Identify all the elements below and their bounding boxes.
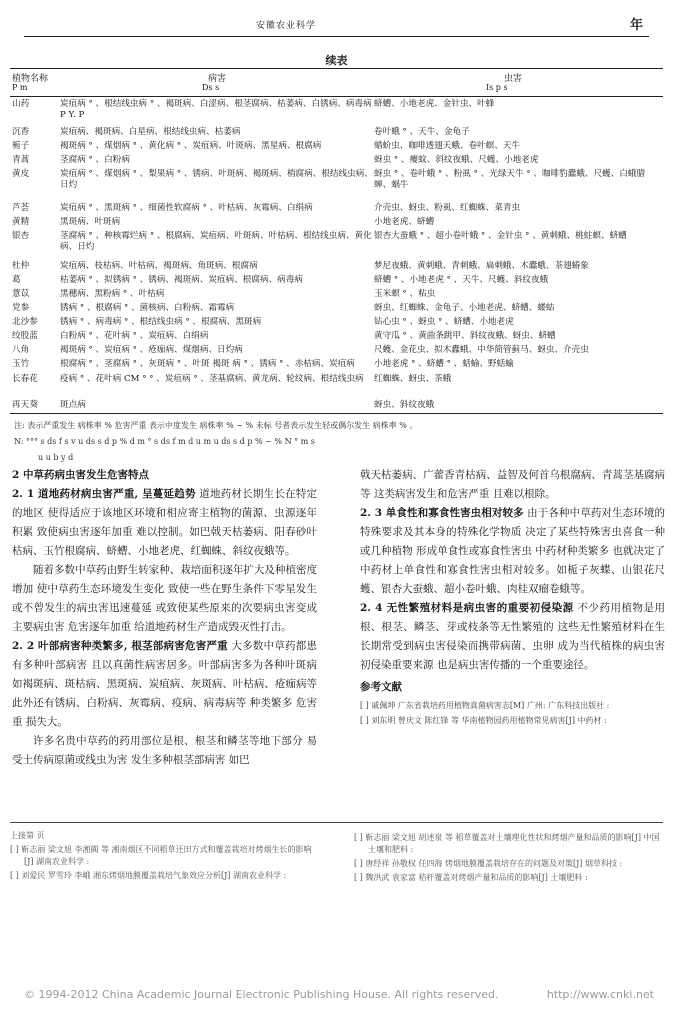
subsection-paragraph <box>12 637 317 732</box>
cell-pest: 小地老虎、蛴螬 <box>374 217 435 227</box>
table-row <box>10 97 663 125</box>
table-row <box>10 201 663 215</box>
cell-pest: 玉米螟 ° 、粘虫 <box>374 289 436 299</box>
cell-disease: 斑点病 <box>60 400 86 410</box>
year-label: 年 <box>629 18 643 33</box>
table-row <box>10 329 663 343</box>
col-header-plant: 植物名称 <box>12 74 49 84</box>
table-row <box>10 229 663 259</box>
reference-item: [ ] 魏洪武 袁家富 秸秆覆盖对烤烟产量和品质的影响[J] 土壤肥料 : <box>354 873 588 882</box>
subsection-paragraph <box>12 485 317 561</box>
cell-plant: 长春花 <box>12 374 38 384</box>
cnki-link[interactable]: http://www.cnki.net <box>546 988 654 1001</box>
cell-pest: 介壳虫、蚜虫、粉虱、红蜘蛛、菜青虫 <box>374 203 521 213</box>
cell-disease: 锈病 ° 、根腐病 ° 、菌核病、白粉病、霜霉病 <box>60 303 235 313</box>
reference-item: [ ] 戚佩坤 广东省栽培药用植物真菌病害志[M] 广州: 广东科技出版社 : <box>360 701 610 710</box>
body-left-column <box>12 466 317 770</box>
table-row <box>10 125 663 139</box>
table-row <box>10 315 663 329</box>
cell-disease: 炭疽病 ° 、煤烟病 ° 、梨果病 ° 、锈病、叶斑病、褐斑病、梢腐病、根结线虫病、日灼 <box>60 169 373 190</box>
references-heading: 参考文献 <box>360 681 402 693</box>
reference-item: [ ] 靳志丽 梁文旭 胡述泉 等 稻草覆盖对土壤理化性状和烤烟产量和品质的影响[J] 中国土壤和肥料 : <box>354 833 660 854</box>
cell-pest: 蛴螬、小地老虎、金针虫、叶蜂 <box>374 99 495 109</box>
cell-plant: 银杏 <box>12 231 30 241</box>
cell-plant: 黄精 <box>12 217 30 227</box>
cell-disease: 炭疽病、枝枯病、叶枯病、褐斑病、角斑病、根腐病 <box>60 261 258 271</box>
page-header <box>24 14 649 34</box>
cell-disease: 黑穗病、黑粉病 ° 、叶枯病 <box>60 289 165 299</box>
continued-from-label: 上接第 页 <box>10 831 45 840</box>
cell-pest: 蚜虫、红蜘蛛、金龟子、小地老虎、蛴螬、蝼蛄 <box>374 303 555 313</box>
body-right-column <box>360 466 665 727</box>
cell-disease: 茎腐病 ° 、白粉病 <box>60 155 130 165</box>
col-header-plant-en: P m <box>12 83 28 92</box>
cell-plant: 青蒿 <box>12 155 30 165</box>
table-row <box>10 343 663 357</box>
cell-plant: 葛 <box>12 275 21 285</box>
table-row <box>10 287 663 301</box>
reference-item: [ ] 唐经祥 孙敬权 任四海 烤烟地膜覆盖栽培存在的问题及对策[J] 烟草科技 : <box>354 859 623 868</box>
col-header-disease-en: Ds s <box>202 83 220 92</box>
cell-pest: 银杏大蚕蛾 ° 、超小卷叶蛾 ° 、金针虫 ° 、黄刺蛾、桃蛀螟、蛴螬 <box>374 231 627 241</box>
cell-plant: 党参 <box>12 303 30 313</box>
cell-pest: 小地老虎 ° 、蛴螬 ° 、蛞蝓、野蛞蝓 <box>374 359 514 369</box>
body-paragraph: 许多名贵中草药的药用部位是根、根茎和鳞茎等地下部分 易受土传病原菌或线虫为害 发生多种根茎部病害 如巴 <box>12 735 317 766</box>
cell-disease: 黑斑病、叶斑病 <box>60 217 121 227</box>
table-note-line: u u b y d <box>38 453 74 462</box>
subsection-text: 2. 2 叶部病害种类繁多, 根茎部病害危害严重 大多数中草药都患有多种叶部病害 且以真菌性病害居多。叶部病害多为各种叶斑病 如褐斑病、斑枯病、黑斑病、炭疽病、灰斑病、叶枯病、疮痂病等 此外还有锈病、白粉病、灰霉病、疫病、病毒病等 种类繁多 危害重 损失大。 <box>12 640 318 728</box>
pest-disease-table <box>10 68 663 414</box>
col-header-disease: 病害 <box>208 74 227 84</box>
table-row <box>10 139 663 153</box>
cell-pest: 梦尼夜蛾、黄刺蛾、青刺蛾、扁刺蛾、木蠹蛾、茶翅蝽象 <box>374 261 589 271</box>
cell-plant: 杜仲 <box>12 261 30 271</box>
table-row <box>10 153 663 167</box>
cell-plant: 芦荟 <box>12 203 30 213</box>
section-heading: 2 中草药病虫害发生危害特点 <box>12 469 149 481</box>
cell-pest: 蚜虫 ° 、卷叶蛾 ° 、粉虱 ° 、光绿天牛 ° 、咖啡豹蠹蛾、尺蠖、白蛾腊蝉、蜗牛 <box>374 169 646 190</box>
cell-plant: 再天葵 <box>12 400 38 410</box>
footnote-rule <box>10 822 663 823</box>
subsection-paragraph <box>360 504 665 599</box>
table-row <box>10 167 663 201</box>
journal-name: 安徽农业科学 <box>256 21 317 31</box>
reference-item: [ ] 靳志丽 梁文旭 李湘阗 等 湘南烟区不同稻草还田方式和覆盖栽培对烤烟生长的影响[J] 湖南农业科学 : <box>10 845 312 866</box>
cell-plant: 黄皮 <box>12 169 30 179</box>
cell-pest: 红蜘蛛、蚜虫、茶蛾 <box>374 374 452 384</box>
subsection-text: 2. 1 道地药材病虫害严重, 呈蔓延趋势 道地药材长期生长在特定的地区 使得适应于该地区环境和相应寄主植物的菌源、虫源逐年积累 致使病虫害逐年加重 难以控制。如巴戟天枯萎病、阳春砂叶枯病、玉竹根腐病、蛴螬、小地老虎、红蜘蛛、斜纹夜蛾等。 <box>12 488 318 557</box>
cell-plant: 北沙参 <box>12 317 38 327</box>
cell-disease: 锈病 ° 、病毒病 ° 、根结线虫病 ° 、根腐病、黑斑病 <box>60 317 262 327</box>
table-bottom-rule <box>10 413 663 414</box>
cell-disease: 褐斑病 ° 、煤烟病 ° 、黄化病 ° 、炭疽病、叶斑病、黑星病、根腐病 <box>60 141 322 151</box>
body-paragraph: 随着多数中草药由野生转家种、栽培面积逐年扩大及种植密度增加 使中草药生态环境发生变化 致使一些在野生条件下零星发生或不曾发生的病虫害迅速蔓延 或致使某些原来的次要病虫害变成主要病虫害 危害逐年加重 给道地药材生产造成毁灭性打击。 <box>12 564 317 633</box>
subsection-paragraph <box>360 599 665 675</box>
reference-item: [ ] 刘东明 曾庆文 陈红锋 等 华南植物园药用植物常见病害[J] 中药材 : <box>360 716 607 725</box>
footnote-left-column <box>10 830 320 882</box>
table-row <box>10 259 663 273</box>
table-row <box>10 273 663 287</box>
cell-pest: 蛴螬 ° 、小地老虎 ° 、天牛、尺蠖、斜纹夜蛾 <box>374 275 549 285</box>
cell-disease: 褐斑病 ° 、炭疽病 ° 、疮痂病、煤烟病、日灼病 <box>60 345 243 355</box>
col-header-pest: 虫害 <box>504 74 523 84</box>
table-note-line: N: °°° s ds f s v u ds s d p % d m ° s ds f m d u m u ds s d p % ~ % N ° m s <box>14 437 315 446</box>
reference-item: [ ] 刘爱民 罗雪玲 李峨 湘东烤烟地膜覆盖栽培气象效应分析[J] 湖南农业科学 : <box>10 871 287 880</box>
continued-references <box>10 822 663 882</box>
cell-plant: 沉香 <box>12 127 30 137</box>
cell-pest: 卷叶蛾 ° 、天牛、金龟子 <box>374 127 470 137</box>
cell-pest: 黄守瓜 ° 、黄曲条跳甲、斜纹夜蛾、蚜虫、蛴螬 <box>374 331 556 341</box>
cell-pest: 尺蠖、金花虫、拟木蠹蛾、中华简管蓟马、蚜虫、介壳虫 <box>374 345 589 355</box>
cell-pest: 蚜虫 ° 、瘿蚊、斜纹夜蛾、尺蠖、小地老虎 <box>374 155 539 165</box>
table-note <box>14 418 664 466</box>
table-row <box>10 398 663 413</box>
subsection-text: 2. 3 单食性和寡食性害虫相对较多 由于各种中草药对生态环境的特殊要求及其本身的特殊化学物质 决定了某些特殊害虫喜食一种或几种植物 形成单食性或寡食性害虫 中药材种类繁多 也就决定了中药材上单食性和寡食性害虫相对较多。如栀子灰蝶、山银花尺蠖、银杏大蚕蛾、超小卷叶蛾、肉桂双瘤卷蛾等。 <box>360 507 666 595</box>
cell-plant: 玉竹 <box>12 359 30 369</box>
cell-disease: 枯萎病 ° 、拟锈病 ° 、锈病、褐斑病、炭疽病、根腐病、病毒病 <box>60 275 303 285</box>
body-paragraph: 戟天枯萎病、广藿香青枯病、益智及何首乌根腐病、青蒿茎基腐病等 这类病害发生和危害严重 且难以根除。 <box>360 469 665 500</box>
cell-disease: 疫病 ° 、花叶病 CM ° ° 、炭疽病 ° 、茎基腐病、黄龙病、轮纹病、根结线虫病 <box>60 374 364 384</box>
cell-disease: 茎腐病 ° 、种核霉烂病 ° 、根腐病、炭疽病、叶斑病、叶枯病、根结线虫病、黄化病、日灼 <box>60 231 372 252</box>
cell-disease: 炭疽病 ° 、根结线虫病 ° 、褐斑病、白涩病、根茎腐病、枯萎病、白锈病、病毒病 P Y. P <box>60 99 372 120</box>
cell-disease: 白粉病 ° 、花叶病 ° 、炭疽病、白绢病 <box>60 331 209 341</box>
table-row <box>10 372 663 398</box>
table-header <box>10 69 663 96</box>
cell-plant: 绞股蓝 <box>12 331 38 341</box>
cell-pest: 钻心虫 ° 、蚜虫 ° 、蛴螬、小地老虎 <box>374 317 514 327</box>
table-row <box>10 357 663 372</box>
cell-plant: 薏苡 <box>12 289 30 299</box>
copyright-text: © 1994-2012 China Academic Journal Electronic Publishing House. All rights reserved. <box>24 988 499 1001</box>
cell-pest: 蚜虫、斜纹夜蛾 <box>374 400 435 410</box>
table-row <box>10 215 663 229</box>
cell-disease: 炭疽病 ° 、黑斑病 ° 、细菌性软腐病 ° 、叶枯病、灰霉病、白绢病 <box>60 203 313 213</box>
cell-pest: 蜡蚧虫、咖啡透翅天蛾、卷叶螟、天牛 <box>374 141 521 151</box>
subsection-text: 2. 4 无性繁殖材料是病虫害的重要初侵染源 不少药用植物是用根、根茎、鳞茎、芽或枝条等无性繁殖的 这些无性繁殖材料在生长期常受到病虫害侵染而携带病菌、虫卵 成为当代植株的病虫害初侵染重要来源 也是病虫害传播的一个重要途径。 <box>360 602 666 671</box>
cell-plant: 山药 <box>12 99 30 109</box>
table-row <box>10 301 663 315</box>
header-rule <box>24 36 649 37</box>
cell-disease: 根腐病 ° 、茎腐病 ° 、灰斑病 ° 、叶斑 褐斑 病 ° 、锈病 ° 、赤枯病、炭疽病 <box>60 359 355 369</box>
table-note-line: 注: 表示严重发生 病株率 % 危害严重 表示中度发生 病株率 % ~ % 未标 号者表示发生轻或偶尔发生 病株率 % 。 <box>14 421 418 430</box>
copyright-footer <box>24 988 654 1001</box>
footnote-right-column <box>354 830 664 884</box>
cell-plant: 八角 <box>12 345 30 355</box>
table-caption: 续表 <box>325 54 348 67</box>
cell-plant: 栀子 <box>12 141 30 151</box>
col-header-pest-en: Is p s <box>486 83 508 92</box>
cell-disease: 炭疽病、褐斑病、白星病、根结线虫病、枯萎病 <box>60 127 241 137</box>
